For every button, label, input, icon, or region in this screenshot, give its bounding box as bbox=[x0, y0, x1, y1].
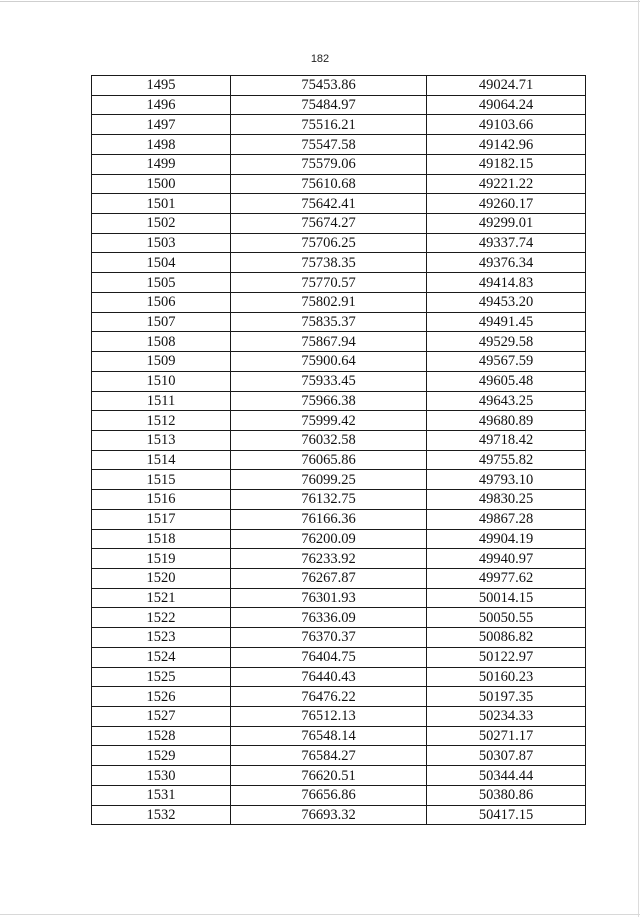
row-index-cell: 1515 bbox=[92, 470, 231, 490]
column-3-value-cell: 49299.01 bbox=[427, 214, 586, 234]
column-2-value-cell: 75835.37 bbox=[231, 312, 427, 332]
table-row bbox=[92, 430, 586, 450]
row-index-cell: 1522 bbox=[92, 608, 231, 628]
row-index-cell: 1500 bbox=[92, 174, 231, 194]
column-2-value-cell: 76440.43 bbox=[231, 667, 427, 687]
row-index-cell: 1527 bbox=[92, 707, 231, 727]
column-3-value-cell: 50086.82 bbox=[427, 628, 586, 648]
column-3-value-cell: 50234.33 bbox=[427, 707, 586, 727]
column-3-value-cell: 50380.86 bbox=[427, 785, 586, 805]
table-row bbox=[92, 214, 586, 234]
row-index-cell: 1498 bbox=[92, 135, 231, 155]
column-3-value-cell: 49182.15 bbox=[427, 154, 586, 174]
table-row bbox=[92, 292, 586, 312]
column-2-value-cell: 75610.68 bbox=[231, 174, 427, 194]
table-row bbox=[92, 726, 586, 746]
table-row bbox=[92, 746, 586, 766]
row-index-cell: 1502 bbox=[92, 214, 231, 234]
column-3-value-cell: 49680.89 bbox=[427, 411, 586, 431]
row-index-cell: 1510 bbox=[92, 371, 231, 391]
table-row bbox=[92, 766, 586, 786]
table-row bbox=[92, 588, 586, 608]
column-3-value-cell: 49260.17 bbox=[427, 194, 586, 214]
page-number: 182 bbox=[310, 53, 330, 65]
table-row bbox=[92, 194, 586, 214]
row-index-cell: 1529 bbox=[92, 746, 231, 766]
row-index-cell: 1516 bbox=[92, 490, 231, 510]
column-2-value-cell: 76656.86 bbox=[231, 785, 427, 805]
column-2-value-cell: 75579.06 bbox=[231, 154, 427, 174]
table-row bbox=[92, 470, 586, 490]
column-2-value-cell: 76404.75 bbox=[231, 647, 427, 667]
column-2-value-cell: 75547.58 bbox=[231, 135, 427, 155]
column-2-value-cell: 76693.32 bbox=[231, 805, 427, 825]
table-row bbox=[92, 785, 586, 805]
column-3-value-cell: 49142.96 bbox=[427, 135, 586, 155]
column-2-value-cell: 76233.92 bbox=[231, 549, 427, 569]
column-3-value-cell: 50014.15 bbox=[427, 588, 586, 608]
column-3-value-cell: 49643.25 bbox=[427, 391, 586, 411]
column-3-value-cell: 49867.28 bbox=[427, 509, 586, 529]
column-2-value-cell: 75966.38 bbox=[231, 391, 427, 411]
column-2-value-cell: 75738.35 bbox=[231, 253, 427, 273]
table-row bbox=[92, 273, 586, 293]
table-row bbox=[92, 253, 586, 273]
row-index-cell: 1511 bbox=[92, 391, 231, 411]
data-table bbox=[91, 75, 586, 825]
table-row bbox=[92, 95, 586, 115]
column-3-value-cell: 49605.48 bbox=[427, 371, 586, 391]
column-3-value-cell: 49940.97 bbox=[427, 549, 586, 569]
column-3-value-cell: 50271.17 bbox=[427, 726, 586, 746]
row-index-cell: 1499 bbox=[92, 154, 231, 174]
column-2-value-cell: 76336.09 bbox=[231, 608, 427, 628]
column-3-value-cell: 49830.25 bbox=[427, 490, 586, 510]
table-row bbox=[92, 332, 586, 352]
column-2-value-cell: 76548.14 bbox=[231, 726, 427, 746]
table-row bbox=[92, 450, 586, 470]
row-index-cell: 1505 bbox=[92, 273, 231, 293]
column-3-value-cell: 49024.71 bbox=[427, 76, 586, 96]
table-row bbox=[92, 647, 586, 667]
row-index-cell: 1506 bbox=[92, 292, 231, 312]
row-index-cell: 1513 bbox=[92, 430, 231, 450]
row-index-cell: 1524 bbox=[92, 647, 231, 667]
row-index-cell: 1512 bbox=[92, 411, 231, 431]
column-3-value-cell: 49567.59 bbox=[427, 352, 586, 372]
column-2-value-cell: 75933.45 bbox=[231, 371, 427, 391]
column-3-value-cell: 49103.66 bbox=[427, 115, 586, 135]
column-2-value-cell: 76032.58 bbox=[231, 430, 427, 450]
column-3-value-cell: 49376.34 bbox=[427, 253, 586, 273]
column-2-value-cell: 75516.21 bbox=[231, 115, 427, 135]
table-row bbox=[92, 371, 586, 391]
table-row bbox=[92, 115, 586, 135]
table-row bbox=[92, 608, 586, 628]
column-3-value-cell: 50307.87 bbox=[427, 746, 586, 766]
row-index-cell: 1503 bbox=[92, 233, 231, 253]
table-row bbox=[92, 667, 586, 687]
column-2-value-cell: 75999.42 bbox=[231, 411, 427, 431]
row-index-cell: 1530 bbox=[92, 766, 231, 786]
table-row bbox=[92, 174, 586, 194]
row-index-cell: 1514 bbox=[92, 450, 231, 470]
table-row bbox=[92, 805, 586, 825]
column-2-value-cell: 76301.93 bbox=[231, 588, 427, 608]
column-2-value-cell: 76132.75 bbox=[231, 490, 427, 510]
row-index-cell: 1507 bbox=[92, 312, 231, 332]
column-3-value-cell: 49904.19 bbox=[427, 529, 586, 549]
table-row bbox=[92, 135, 586, 155]
column-3-value-cell: 50160.23 bbox=[427, 667, 586, 687]
column-3-value-cell: 49529.58 bbox=[427, 332, 586, 352]
row-index-cell: 1531 bbox=[92, 785, 231, 805]
column-2-value-cell: 76584.27 bbox=[231, 746, 427, 766]
row-index-cell: 1495 bbox=[92, 76, 231, 96]
column-2-value-cell: 76620.51 bbox=[231, 766, 427, 786]
column-2-value-cell: 75642.41 bbox=[231, 194, 427, 214]
table-row bbox=[92, 707, 586, 727]
row-index-cell: 1521 bbox=[92, 588, 231, 608]
column-3-value-cell: 49337.74 bbox=[427, 233, 586, 253]
column-2-value-cell: 76200.09 bbox=[231, 529, 427, 549]
row-index-cell: 1517 bbox=[92, 509, 231, 529]
column-3-value-cell: 49491.45 bbox=[427, 312, 586, 332]
column-3-value-cell: 49793.10 bbox=[427, 470, 586, 490]
row-index-cell: 1520 bbox=[92, 568, 231, 588]
column-3-value-cell: 50197.35 bbox=[427, 687, 586, 707]
row-index-cell: 1508 bbox=[92, 332, 231, 352]
row-index-cell: 1497 bbox=[92, 115, 231, 135]
row-index-cell: 1504 bbox=[92, 253, 231, 273]
column-3-value-cell: 49221.22 bbox=[427, 174, 586, 194]
row-index-cell: 1518 bbox=[92, 529, 231, 549]
column-2-value-cell: 75900.64 bbox=[231, 352, 427, 372]
column-2-value-cell: 76166.36 bbox=[231, 509, 427, 529]
table-row bbox=[92, 391, 586, 411]
column-3-value-cell: 49977.62 bbox=[427, 568, 586, 588]
table-row bbox=[92, 628, 586, 648]
table-row bbox=[92, 352, 586, 372]
column-3-value-cell: 49755.82 bbox=[427, 450, 586, 470]
row-index-cell: 1525 bbox=[92, 667, 231, 687]
table-row bbox=[92, 312, 586, 332]
row-index-cell: 1501 bbox=[92, 194, 231, 214]
column-2-value-cell: 76476.22 bbox=[231, 687, 427, 707]
column-3-value-cell: 50344.44 bbox=[427, 766, 586, 786]
column-2-value-cell: 75867.94 bbox=[231, 332, 427, 352]
row-index-cell: 1519 bbox=[92, 549, 231, 569]
column-2-value-cell: 76065.86 bbox=[231, 450, 427, 470]
column-2-value-cell: 75770.57 bbox=[231, 273, 427, 293]
column-3-value-cell: 49453.20 bbox=[427, 292, 586, 312]
row-index-cell: 1532 bbox=[92, 805, 231, 825]
scan-bottom-edge bbox=[0, 914, 640, 915]
table-row bbox=[92, 154, 586, 174]
table-row bbox=[92, 233, 586, 253]
column-3-value-cell: 50122.97 bbox=[427, 647, 586, 667]
column-3-value-cell: 50050.55 bbox=[427, 608, 586, 628]
row-index-cell: 1528 bbox=[92, 726, 231, 746]
table-row bbox=[92, 411, 586, 431]
column-3-value-cell: 49414.83 bbox=[427, 273, 586, 293]
table-row bbox=[92, 549, 586, 569]
table-row bbox=[92, 529, 586, 549]
table-row bbox=[92, 687, 586, 707]
column-2-value-cell: 76512.13 bbox=[231, 707, 427, 727]
table-row bbox=[92, 509, 586, 529]
table-body bbox=[92, 76, 586, 825]
table-row bbox=[92, 568, 586, 588]
column-3-value-cell: 50417.15 bbox=[427, 805, 586, 825]
scan-right-edge bbox=[638, 0, 639, 917]
column-2-value-cell: 75674.27 bbox=[231, 214, 427, 234]
column-3-value-cell: 49718.42 bbox=[427, 430, 586, 450]
scan-top-edge bbox=[0, 1, 640, 2]
row-index-cell: 1496 bbox=[92, 95, 231, 115]
column-2-value-cell: 75453.86 bbox=[231, 76, 427, 96]
column-3-value-cell: 49064.24 bbox=[427, 95, 586, 115]
column-2-value-cell: 76370.37 bbox=[231, 628, 427, 648]
column-2-value-cell: 76099.25 bbox=[231, 470, 427, 490]
column-2-value-cell: 76267.87 bbox=[231, 568, 427, 588]
row-index-cell: 1526 bbox=[92, 687, 231, 707]
table-row bbox=[92, 490, 586, 510]
column-2-value-cell: 75484.97 bbox=[231, 95, 427, 115]
column-2-value-cell: 75706.25 bbox=[231, 233, 427, 253]
row-index-cell: 1523 bbox=[92, 628, 231, 648]
table-row bbox=[92, 76, 586, 96]
column-2-value-cell: 75802.91 bbox=[231, 292, 427, 312]
row-index-cell: 1509 bbox=[92, 352, 231, 372]
